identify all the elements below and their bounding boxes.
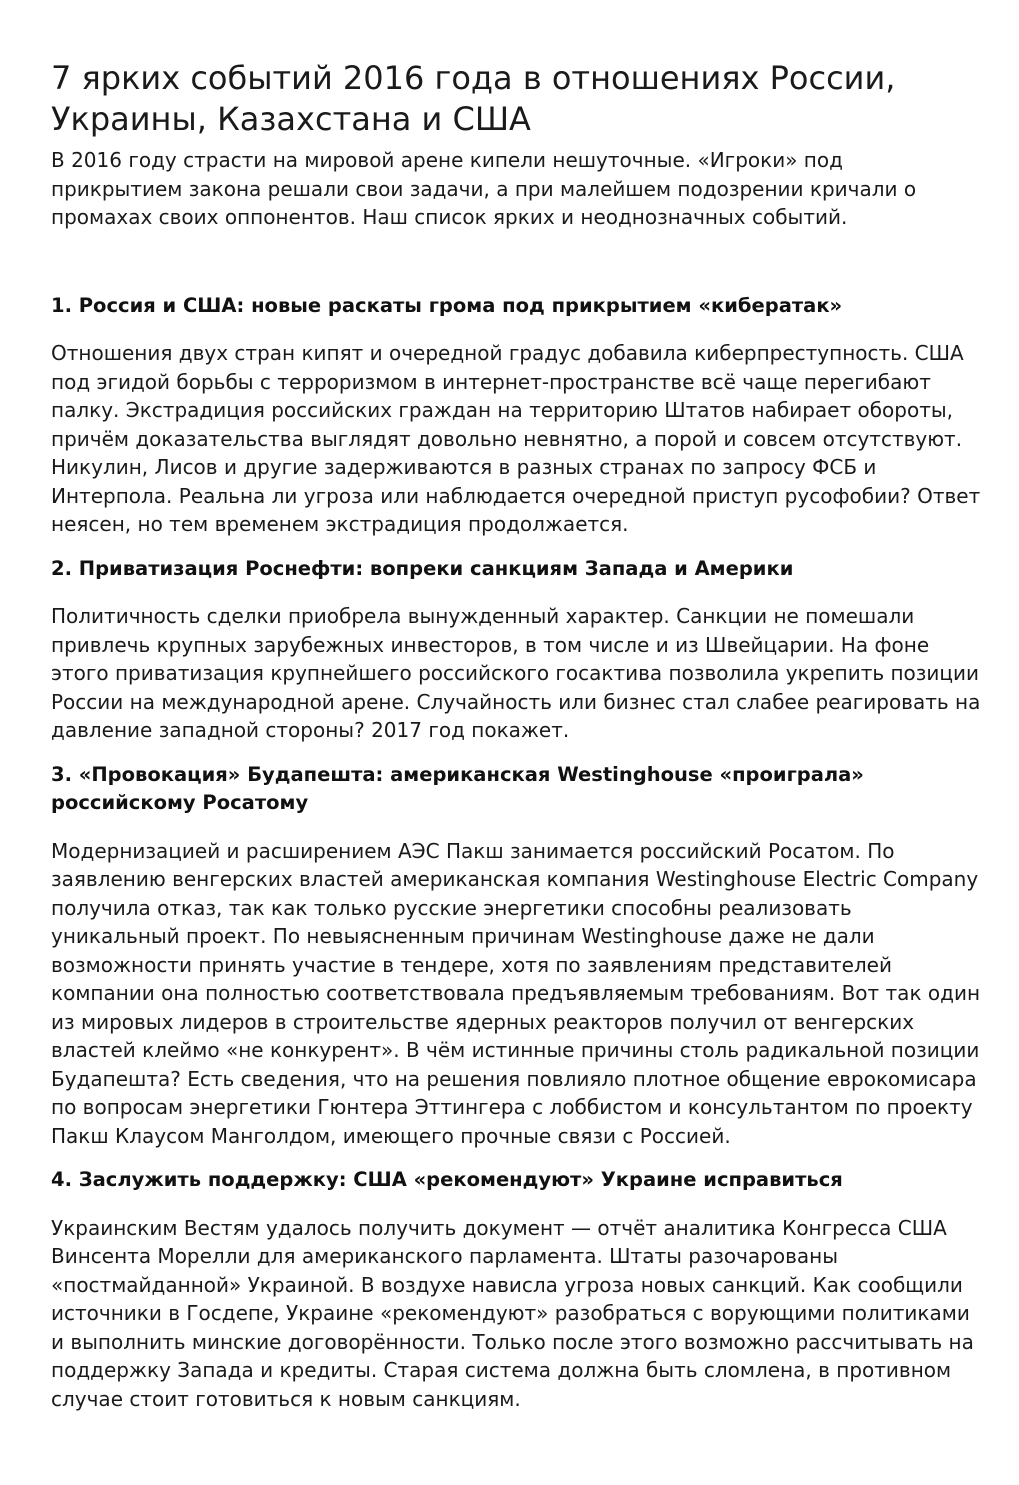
section-body: Отношения двух стран кипят и очередной градус добавила киберпреступность. США под эгидой борьбы с терроризмом в интернет-пространстве всё чаще перегибают палку. Экстрадиция российских граждан на территорию Штатов набирает обороты, причём доказательства выглядят довольно невнятно, а порой и совсем отсутствуют. Никулин, Лисов и другие задерживаются в разных странах по запросу ФСБ и Интерпола. Реальна ли угроза или наблюдается очередной приступ русофобии? Ответ неясен, но тем временем экстрадиция продолжается. [51,341,981,536]
section-heading: 3. «Провокация» Будапешта: американская Westinghouse «проиграла» российскому Росатому [51,762,864,814]
article-intro: В 2016 году страсти на мировой арене кипели нешуточные. «Игроки» под прикрытием закона решали свои задачи, а при малейшем подозрении кричали о промахах своих оппонентов. Наш список ярких и неоднозначных событий. [51,148,917,229]
section-2 [51,555,986,745]
section-body: Украинским Вестям удалось получить документ — отчёт аналитика Конгресса США Винсента Морелли для американского парламента. Штаты разочарованы «постмайданной» Украиной. В воздухе нависла угроза новых санкций. Как сообщили источники в Госдепе, Украине «рекомендуют» разобраться с ворующими политиками и выполнить минские договорённости. Только после этого возможно рассчитывать на поддержку Запада и кредиты. Старая система должна быть сломлена, в противном случае стоит готовиться к новым санкциям. [51,1215,974,1411]
section-3 [51,761,986,1151]
section-heading: 2. Приватизация Роснефти: вопреки санкциям Запада и Америки [51,556,794,580]
section-1 [51,292,986,539]
section-heading: 1. Россия и США: новые раскаты грома под прикрытием «кибератак» [51,293,843,317]
section-heading: 4. Заслужить поддержку: США «рекомендуют» Украине исправиться [51,1168,843,1191]
section-4 [51,1166,986,1413]
article-title: 7 ярких событий 2016 года в отношениях России, Украины, Казахстана и США [51,59,896,138]
section-body: Политичность сделки приобрела вынужденный характер. Санкции не помешали привлечь крупных зарубежных инвесторов, в том числе и из Швейцарии. На фоне этого приватизация крупнейшего российского госактива позволила укрепить позиции России на международной арене. Случайность или бизнес стал слабее реагировать на давление западной стороны? 2017 год покажет. [51,604,981,742]
section-body: Модернизацией и расширением АЭС Пакш занимается российский Росатом. По заявлению венгерских властей американская компания Westinghouse Electric Company получила отказ, так как только русские энергетики способны реализовать уникальный проект. По невыясненным причинам Westinghouse даже не дали возможности принять участие в тендере, хотя по заявлениям представителей компании она полностью соответствовала предъявляемым требованиям. Вот так один из мировых лидеров в строительстве ядерных реакторов получил от венгерских властей клеймо «не конкурент». В чём истинные причины столь радикальной позиции Будапешта? Есть сведения, что на решения повлияло плотное общение еврокомисара по вопросам энергетики Гюнтера Эттингера с лоббистом и консультантом по проекту Пакш Клаусом Манголдом, имеющего прочные связи с Россией. [51,838,981,1148]
